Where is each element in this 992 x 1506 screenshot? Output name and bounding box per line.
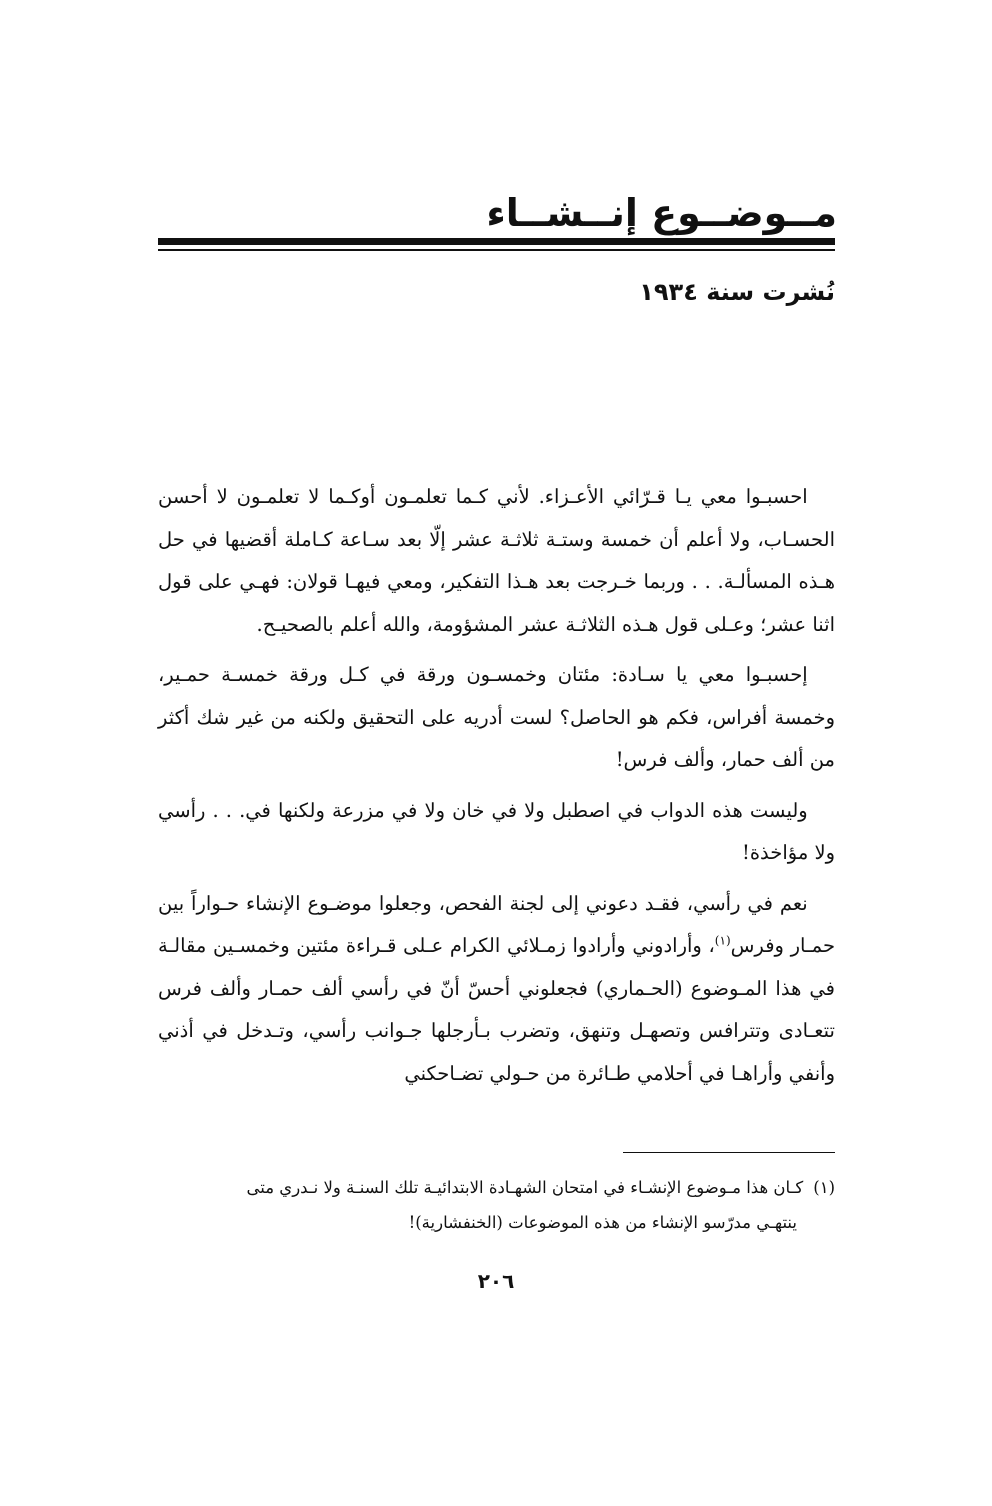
title-rule-thick	[158, 238, 835, 245]
footnote-number: (١)	[813, 1178, 835, 1197]
footnote	[158, 1170, 835, 1240]
publication-date: نُشرت سنة ١٩٣٤	[639, 278, 835, 306]
body-text	[158, 476, 835, 1103]
paragraph-4-start: نعم في رأسي، فقـد دعوني إلى لجنة الفحص، وجعلوا موضـوع الإنشاء حـواراً بين حمـار وفرس	[158, 891, 835, 957]
title-rule-thin	[158, 249, 835, 251]
chapter-title: مــوضــوع إنــشــاء	[486, 191, 837, 235]
footnote-reference: (١)	[714, 933, 731, 948]
paragraph-1: احسبـوا معي يـا قـرّائي الأعـزاء. لأني كـما تعلمـون أوكـما لا تعلمـون لا أحسن الحسـاب، ولا أعلم أن خمسة وستـة ثلاثـة عشر إلّا بعد سـاعة كـاملة أقضيها في حل هـذه المسألـة. . . وربما خـرجت بعد هـذا التفكير، ومعي فيهـا قولان: فهـي على قول اثنا عشر؛ وعـلى قول هـذه الثلاثـة عشر المشؤومة، والله أعلم بالصحيـح.	[158, 485, 835, 636]
footnote-line-2: ينتهـي مدرّسو الإنشاء من هذه الموضوعات (الخنفشارية)!	[408, 1213, 797, 1232]
paragraph-2: إحسبـوا معي يا سـادة: مئتان وخمسـون ورقة في كـل ورقة خمسـة حمـير، وخمسة أفراس، فكم هو الحاصل؟ لست أدريه على التحقيق ولكنه من غير شك أكثر من ألف حمار، وألف فرس!	[158, 663, 835, 771]
paragraph-3: وليست هذه الدواب في اصطبل ولا في خان ولا في مزرعة ولكنها في. . . رأسي ولا مؤاخذة!	[158, 798, 835, 864]
paragraph-4	[158, 883, 835, 1096]
page-number: ٢٠٦	[477, 1269, 515, 1293]
footnote-separator	[623, 1152, 835, 1153]
paragraph-4-end: ، وأرادوني وأرادوا زمـلائي الكرام عـلى قـراءة مئتين وخمسـين مقالـة في هذا المـوضوع (الحـماري) فجعلوني أحسّ أنّ في رأسي ألف حمـار وألف فرس تتعـادى وتترافس وتصهـل وتنهق، وتضرب بـأرجلها جـوانب رأسي، وتـدخل في أذني وأنفي وأراهـا في أحلامي طـائرة من حـولي تضـاحكني	[158, 934, 835, 1085]
footnote-line-1: كـان هذا مـوضوع الإنشـاء في امتحان الشهـادة الابتدائيـة تلك السنـة ولا نـدري متى	[246, 1178, 804, 1197]
